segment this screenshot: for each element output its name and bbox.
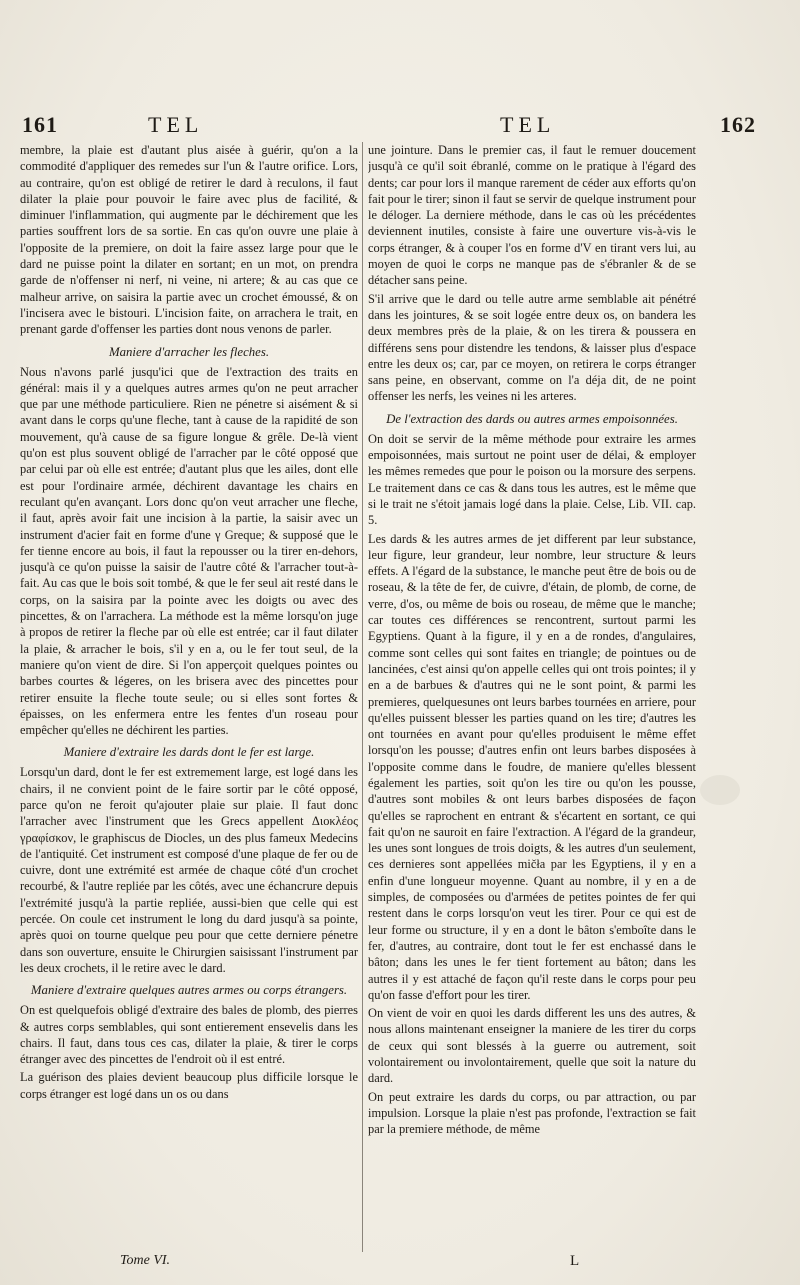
gathering-signature: L: [570, 1253, 580, 1269]
section-heading: Maniere d'extraire les dards dont le fer est large.: [63, 745, 315, 760]
paragraph: La guérison des plaies devient beaucoup plus difficile lorsque le corps étranger est logé dans un os ou dans: [20, 1070, 358, 1101]
paragraph: membre, la plaie est d'autant plus aisée à guérir, qu'on a la commodité d'appliquer des remedes sur l'un & l'autre orifice. Lors, au contraire, qu'on est obligé de retirer le dard à reculons, il faut dilater la plaie pour pouvoir le faire avec plus de facilité, & diminuer l'inflammation, qui augmente par le déchirement que les parties souffrent lors de sa sortie. En cas qu'on ouvre une plaie à l'opposite de la premiere, on doit la faire assez large pour que le dard ne puisse point la dilater en sortant; en un mot, on prendra garde de n'offenser ni nerf, ni veine, ni artere; & au cas que ce malheur arrive, on saisira la partie avec un crochet émoussé, & on l'incisera avec le bistouri. L'incision faite, on arrachera le trait, en prenant garde d'offenser les parties dont nous venons de parler.: [20, 143, 358, 337]
section-heading: De l'extraction des dards ou autres armes empoisonnées.: [386, 411, 678, 426]
page-number-right: 162: [720, 112, 756, 137]
paragraph: On peut extraire les dards du corps, ou par attraction, ou par impulsion. Lorsque la plaie n'est pas profonde, l'extraction se fait par la premiere méthode, de même: [368, 1089, 696, 1137]
page-number-left: 161: [22, 112, 58, 137]
paper-stain: [700, 775, 740, 805]
running-head-right: TEL: [500, 112, 556, 137]
page-header: [0, 112, 800, 140]
page-footer: [0, 1253, 800, 1273]
section-heading: Maniere d'extraire quelques autres armes ou corps étrangers.: [30, 983, 348, 998]
paragraph: On doit se servir de la même méthode pour extraire les armes empoisonnées, mais surtout ne point user de délai, & employer les mêmes remedes que pour le poison ou la morsure des serpens. Le traitement dans ce cas & dans tous les autres, est le même que si le trait ne s'étoit jamais logé dans la plaie. Celse, Lib. VII. cap. 5.: [368, 431, 696, 528]
paragraph: S'il arrive que le dard ou telle autre arme semblable ait pénétré dans les jointures, & se soit logée entre deux os, on bandera les deux membres près de la plaie, & on les tirera & poussera en différens sens pour distendre les tendons, & laisser plus d'espace entre les deux os; car, par ce moyen, on retirera le corps étranger sans peine, en observant, comme on l'a déja dit, de ne point offenser les nerfs, les veines ni les arteres.: [368, 291, 696, 404]
section-heading: Maniere d'arracher les fleches.: [108, 344, 270, 359]
paragraph: une jointure. Dans le premier cas, il faut le remuer doucement jusqu'à ce qu'il soit ébranlé, comme on le pratique à l'égard des dents; car pour lors il manque rarement de céder aux efforts qu'on fait pour le tirer; sinon il faut se servir de quelque instrument pour le déloger. La derniere méthode, dans le cas où les précédentes deviennent inutiles, consiste à faire une ouverture vis-à-vis le corps étranger, & à couper l'os en forme d'V en tirant vers lui, au moyen de quoi le corps ne manque pas de s'ébranler & de se détacher sans peine.: [368, 143, 696, 288]
paragraph: Lorsqu'un dard, dont le fer est extremement large, est logé dans les chairs, il ne convient point de le faire sortir par le côté opposé, parce qu'on ne feroit qu'ajouter plaie sur plaie. Il faut donc l'arracher avec l'instrument que les Grecs appellent Διοκλέος γραφίσκον, le graphiscus de Diocles, un des plus fameux Medecins de l'antiquité. Cet instrument est composé d'une plaque de fer ou de cuivre, dont une extrémité est armée de chaque côté d'un crochet recourbé, & l'autre repliée par les côtés, avec une échancrure depuis l'extrémité jusqu'à la partie repliée, aussi-bien que celle qui est percée. On coule cet instrument le long du dard jusqu'à sa pointe, après quoi on tourne quelque peu pour que cette derniere pénetre dans son ouverture, ensuite le Chirurgien saisissant l'instrument par les deux crochets, il le retire avec le dard.: [20, 765, 358, 975]
running-head-left: TEL: [148, 112, 204, 137]
paragraph: Les dards & les autres armes de jet different par leur substance, leur figure, leur grandeur, leur nombre, leur structure & leurs effets. A l'égard de la substance, le manche peut être de bois ou de roseau, & la tête de fer, de cuivre, d'étain, de plomb, de corne, de verre, d'os, ou même de bois ou roseau, de même que le manche; car toutes ces différences se rencontrent, surtout parmi les Egyptiens. Quant à la figure, il y en a de rondes, d'angulaires, comme sont celles qui sont faites en triangle; de pointues ou de lancinées, c'est ainsi qu'on appelle celles qui ont trois pointes; il y en a de barbues & d'autres qui ne le sont point, & parmi les premieres, quelquesunes ont leurs barbes tournées en arriere, pour qu'elles puissent blesser les parties quand on les tire; d'autres les ont tournées en avant pour qu'elles produisent le même effet lorsqu'on les pousse; d'autres enfin ont leurs barbes disposées à l'opposite comme dans le foudre, de maniere qu'elles blessent également les parties, soit qu'on les tire ou qu'on les pousse, d'autres sont mobiles & ont leurs barbes disposées de façon qu'elles se raprochent en entrant & s'écartent en sortant, ce qui fait qu'on ne sauroit en faire l'extraction. A l'égard de la grandeur, les unes sont longues de trois doigts, & les autres d'un seulement, ces dernieres sont appellées mičła par les Egyptiens, il y en a enfin d'une longueur moyenne. Quant au nombre, il y en a de simples, de composées ou d'armées de petites pointes de fer qui restent dans le corps lorsqu'on veut les tirer. Pour ce qui est de leur forme ou structure, il y en a dont le bâton s'emboîte dans le fer, d'autres, au contraire, dont tout le fer est enchassé dans le bâton; dans les unes le fer tient fortement au bâton; dans les autres il y est attaché de façon qu'il reste dans le corps pour peu qu'on fasse d'effort pour les tirer.: [368, 531, 696, 1002]
column-rule: [362, 142, 363, 1252]
paragraph: On est quelquefois obligé d'extraire des bales de plomb, des pierres & autres corps semblables, qui sont entierement ensevelis dans les chairs. Il faut, dans tous ces cas, dilater la plaie, & tirer le corps étranger avec des pincettes de l'endroit où il est entré.: [20, 1003, 358, 1067]
paragraph: On vient de voir en quoi les dards different les uns des autres, & nous allons maintenant enseigner la maniere de les tirer du corps de ceux qui sont blessés à la guerre ou autrement, soit volontairement ou involontairement, quelle que soit la nature du dard.: [368, 1006, 696, 1086]
left-column: [20, 142, 358, 1252]
volume-signature: Tome VI.: [120, 1253, 171, 1268]
right-column: [368, 142, 696, 1252]
paragraph: Nous n'avons parlé jusqu'ici que de l'extraction des traits en général: mais il y a quelques autres armes qu'on ne peut arracher que par une méthode particuliere. Rien ne pénetre si aisément & si avant dans le corps qu'une fleche, tant à cause de la rapidité de son mouvement, qu'à cause de sa figure longue & grêle. De-là vient qu'on est plus souvent obligé de l'arracher par le côté opposé que par celui par où elle est entrée; d'autant plus que les ailes, dont elle est pour l'ordinaire armée, déchirent davantage les chairs en reculant qu'en avançant. Lors donc qu'on veut arracher une fleche, il faut, après avoir fait une incision à la partie, la saisir avec un instrument d'acier fait en forme d'une γ Greque; & supposé que le fer tienne encore au bois, il faut la repousser ou la tirer en-dehors, jusqu'à ce qu'on puisse la saisir de l'autre côté & l'arracher tout-à-fait. Au cas que le bois soit tombé, & que le fer seul ait resté dans le corps, on la saisira par la pointe avec les doigts ou avec des pincettes, & on l'arrachera. La méthode est la même lorsqu'on juge à propos de retirer la fleche par où elle est entrée; car il faut dilater la plaie, & arracher le bois, s'il y en a, ou le fer tout seul, de la maniere qu'on vient de dire. Si l'on apperçoit quelques pointes ou barbes courtes & légeres, on les brisera avec des pincettes pour retirer ensuite la fleche toute seule; ou si elles sont fortes & épaisses, on les enfermera entre les fentes d'un roseau pour empêcher qu'elles ne déchirent les parties.: [20, 364, 358, 738]
